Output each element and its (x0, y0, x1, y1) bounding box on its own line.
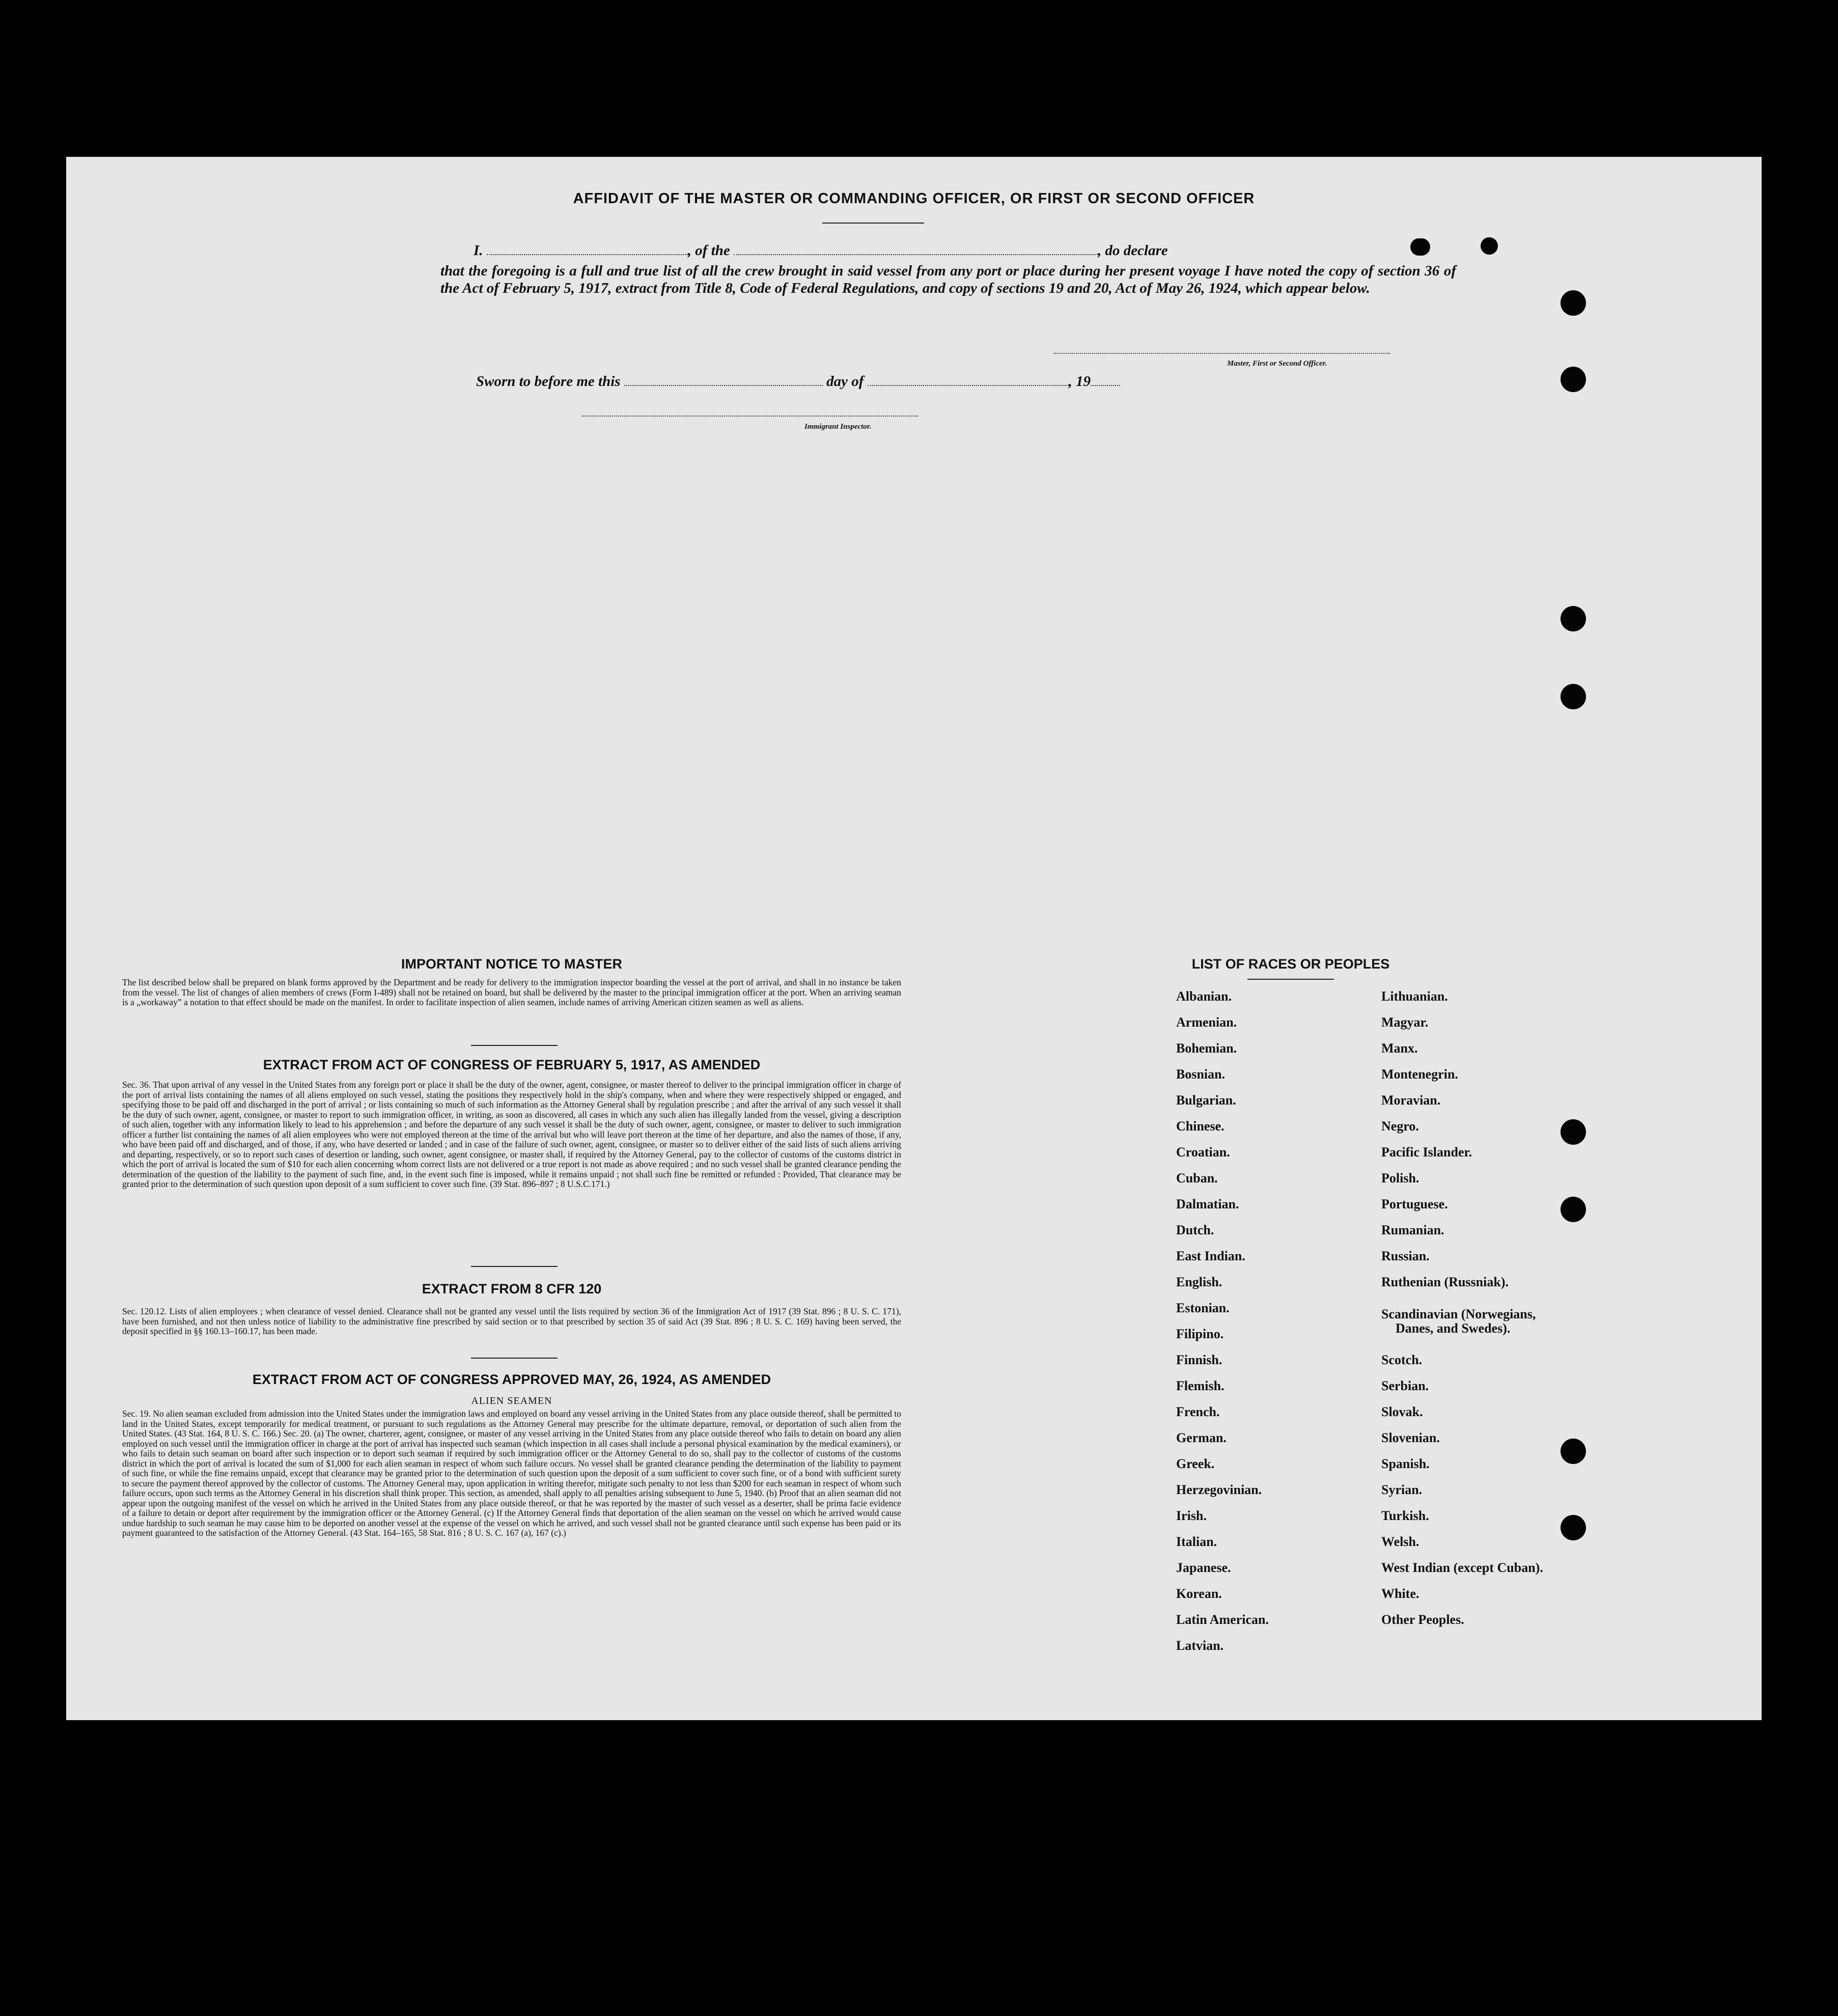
name-field[interactable] (487, 245, 688, 255)
notice-text: The list described below shall be prepared on blank forms approved by the Department and be ready for delivery to the immigration inspector boarding the vessel at the port of arrival, and shall in no instance be taken from the vessel. The list of changes of alien members of crews (Form I-489) shall not be retained on board, but shall be delivered by the master to the principal immigration officer at the port. When an arriving seaman is a „workaway” a notation to that effect should be made on the manifest. In order to facilitate inspection of alien seamen, include names of arriving American citizen seamen as well as aliens. (122, 977, 901, 1007)
punch-hole (1481, 237, 1498, 255)
race-item: Armenian. (1176, 1015, 1237, 1030)
extract-cfr-text: Sec. 120.12. Lists of alien employees ; when clearance of vessel denied. Clearance shall not be granted any vessel until the lists required by section 36 of the Immigration Act of 1917 (39 Stat. 896 ; 8 U. S. C. 171), have been furnished, and not then unless notice of liability to the administrative fine prescribed by said section or to that prescribed by section 35 of said Act (39 Stat. 896 ; 8 U. S. C. 169) having been served, the deposit specified in §§ 160.13–160.17, has been made. (122, 1306, 901, 1336)
extract-1924-text: Sec. 19. No alien seaman excluded from admission into the United States under the immigration laws and employed on board any vessel arriving in the United States from any place outside thereof, shall be permitted to land in the United States, except temporarily for medical treatment, or pursuant to such regulations as the Attorney General may prescribe for the ultimate departure, removal, or deportation of such alien from the United States. (43 Stat. 164, 8 U. S. C. 166.) Sec. 20. (a) The owner, charterer, agent, consignee, or master of any vessel arriving in the United States from any place outside thereof who fails to detain on board any alien employed on such vessel until the immigration officer in charge at the port of arrival has inspected such seaman (which inspection in all cases shall include a personal physical examination by the medical examiners), or who fails to detain such seaman on board after such inspection or to deport such seaman if required by such immigration officer or the Attorney General to do so, shall pay to the collector of customs of the customs district in which the port of arrival is located the sum of $1,000 for each alien seaman in respect of whom such failure occurs. No vessel shall be granted clearance pending the determination of the liability to payment of such fine, or while the fine remains unpaid, except that clearance may be granted prior to the determination of such question upon the deposit of a sum sufficient to cover such fine, or of a bond with sufficient surety to secure the payment thereof approved by the collector of customs. The Attorney General may, upon application in writing therefor, mitigate such penalty to not less than $200 for each seaman in respect of whom such failure occurs, upon such terms as the Attorney General in his discretion shall think proper. This section, as amended, shall apply to all penalties arising subsequent to June 5, 1940. (b) Proof that an alien seaman did not appear upon the outgoing manifest of the vessel on which he arrived in the United States from any place outside thereof, or that he was reported by the master of such vessel as a deserter, shall be prima facie evidence of a failure to detain or deport after requirement by the immigration officer or the Attorney General. (c) If the Attorney General finds that deportation of the alien seaman on the vessel on which he arrived would cause undue hardship to such seaman he may cause him to be deported on another vessel at the expense of the vessel on which he arrived, and such vessel shall not be granted clearance until such expense has been paid or its payment guaranteed to the satisfaction of the Attorney General. (43 Stat. 164–165, 58 Stat. 816 ; 8 U. S. C. 167 (a), 167 (c).) (122, 1409, 901, 1538)
race-item: Polish. (1381, 1171, 1419, 1185)
extract-cfr-title: EXTRACT FROM 8 CFR 120 (422, 1281, 602, 1296)
vessel-field[interactable] (734, 245, 1098, 255)
day-of-label: day of (826, 373, 864, 390)
sworn-month-field[interactable] (868, 376, 1069, 386)
race-item: French. (1176, 1404, 1220, 1419)
punch-hole (1561, 606, 1586, 631)
race-item: Chinese. (1176, 1119, 1224, 1134)
divider (1247, 979, 1334, 980)
form-page (66, 157, 1762, 1720)
divider (471, 1358, 558, 1359)
extract-1917-text: Sec. 36. That upon arrival of any vessel in the United States from any foreign port or place it shall be the duty of the owner, agent, consignee, or master thereof to deliver to the principal immigration officer in charge of the port of arrival lists containing the names of all aliens employed on such vessel, stating the positions they respectively hold in the ship's company, when and where they were respectively shipped or engaged, and specifying those to be paid off and discharged in the port of arrival ; or lists containing so much of such information as the Attorney General shall by regulation prescribe ; and after the arrival of any such vessel it shall be the duty of such owner, agent, consignee, or master to report to such immigration officer, in writing, as soon as discovered, all cases in which any such alien has illegally landed from the vessel, giving a description of such alien, together with any information likely to lead to his apprehension ; and before the departure of any such vessel it shall be the duty of such owner, agent, consignee, or master to deliver to such immigration officer a further list containing the names of all alien employees who were not employed thereon at the time of the arrival but who will leave port thereon at the time of her departure, and also the names of those, if any, who have been paid off and discharged, and of those, if any, who have deserted or landed ; and in case of the failure of such owner, agent, consignee, or master so to deliver either of the said lists of such aliens arriving and departing, respectively, or so to report such cases of desertion or landing, such owner, agent consignee, or master shall, if required by the Attorney General, pay to the collector of customs of the customs district in which the port of arrival is located the sum of $10 for each alien concerning whom correct lists are not delivered or a true report is not made as above required ; and no such vessel shall be granted clearance pending the determination of the question of the liability to the payment of such fine, and, in the event such fine is imposed, while it remains unpaid ; not shall such fine be remitted or refunded : Provided, That clearance may be granted prior to the determination of such question upon deposit of a sum sufficient to cover such fine. (39 Stat. 896–897 ; 8 U.S.C.171.) (122, 1080, 901, 1189)
punch-hole (1413, 238, 1430, 256)
race-item: Korean. (1176, 1586, 1222, 1601)
race-item: Ruthenian (Russniak). (1381, 1275, 1509, 1289)
affidavit-line-1 (474, 242, 1168, 259)
race-item: Welsh. (1381, 1534, 1419, 1549)
race-item: Latin American. (1176, 1612, 1269, 1627)
race-item: Russian. (1381, 1249, 1430, 1263)
punch-hole (1561, 367, 1586, 392)
sworn-day-field[interactable] (624, 376, 823, 386)
year-label: , 19 (1068, 373, 1091, 390)
notice-title: IMPORTANT NOTICE TO MASTER (401, 956, 622, 972)
punch-hole (1561, 684, 1586, 709)
race-item: Pacific Islander. (1381, 1145, 1472, 1159)
race-item: Irish. (1176, 1508, 1207, 1523)
race-item: Negro. (1381, 1119, 1419, 1134)
race-item: Bosnian. (1176, 1067, 1226, 1082)
sworn-label: Sworn to before me this (476, 373, 621, 390)
race-item: Slovak. (1381, 1404, 1423, 1419)
race-item: English. (1176, 1275, 1222, 1289)
race-item: Herzegovinian. (1176, 1482, 1262, 1497)
divider (822, 223, 924, 224)
affidavit-title: AFFIDAVIT OF THE MASTER OR COMMANDING OFFICER, OR FIRST OR SECOND OFFICER (573, 190, 1255, 207)
race-item: Latvian. (1176, 1638, 1224, 1653)
race-item: Bulgarian. (1176, 1093, 1236, 1108)
extract-1917-title: EXTRACT FROM ACT OF CONGRESS OF FEBRUARY 5, 1917, AS AMENDED (263, 1057, 761, 1072)
race-item: Spanish. (1381, 1456, 1430, 1471)
affidavit-paragraph: that the foregoing is a full and true list of all the crew brought in said vessel from any port or place during her present voyage I have noted the copy of section 36 of the Act of February 5, 1917, extract from Title 8, Code of Federal Regulations, and copy of sections 19 and 20, Act of May 26, 1924, which appear below. (440, 263, 1456, 296)
race-item: Rumanian. (1381, 1223, 1444, 1237)
punch-hole (1561, 1439, 1586, 1464)
race-item: Slovenian. (1381, 1430, 1440, 1445)
race-item: Filipino. (1176, 1327, 1224, 1341)
sworn-line (476, 373, 1120, 390)
race-item: Croatian. (1176, 1145, 1230, 1159)
punch-hole (1561, 1515, 1586, 1540)
races-title: LIST OF RACES OR PEOPLES (1191, 956, 1390, 972)
i-label: I. (474, 242, 483, 259)
extract-1924-title: EXTRACT FROM ACT OF CONGRESS APPROVED MAY, 26, 1924, AS AMENDED (252, 1372, 771, 1387)
race-item: Bohemian. (1176, 1041, 1237, 1056)
race-item: West Indian (except Cuban). (1381, 1560, 1543, 1575)
race-item: Turkish. (1381, 1508, 1429, 1523)
race-item: Syrian. (1381, 1482, 1423, 1497)
race-item: Greek. (1176, 1456, 1215, 1471)
race-item: Italian. (1176, 1534, 1217, 1549)
divider (471, 1266, 558, 1267)
race-item: Dutch. (1176, 1223, 1214, 1237)
race-item: Serbian. (1381, 1378, 1429, 1393)
punch-hole (1561, 1119, 1586, 1145)
punch-hole (1561, 1197, 1586, 1222)
race-item: Japanese. (1176, 1560, 1231, 1575)
race-item: Manx. (1381, 1041, 1418, 1056)
race-item: White. (1381, 1586, 1419, 1601)
race-item: German. (1176, 1430, 1227, 1445)
race-item: Magyar. (1381, 1015, 1429, 1030)
do-declare-label: , do declare (1098, 242, 1168, 259)
race-item: Scandinavian (Norwegians, (1381, 1307, 1536, 1321)
race-item: Danes, and Swedes). (1396, 1321, 1511, 1336)
race-item: Portuguese. (1381, 1197, 1448, 1211)
extract-1924-subtitle: ALIEN SEAMEN (471, 1395, 552, 1406)
race-item: Other Peoples. (1381, 1612, 1464, 1627)
punch-hole (1561, 290, 1586, 316)
race-item: Moravian. (1381, 1093, 1441, 1108)
master-signature-label: Master, First or Second Officer. (1227, 360, 1327, 368)
race-item: Cuban. (1176, 1171, 1218, 1185)
race-item: Dalmatian. (1176, 1197, 1239, 1211)
inspector-signature-label: Immigrant Inspector. (804, 423, 872, 431)
divider (471, 1045, 558, 1046)
race-item: East Indian. (1176, 1249, 1245, 1263)
master-signature-line[interactable] (1054, 353, 1390, 354)
race-item: Finnish. (1176, 1352, 1222, 1367)
race-item: Lithuanian. (1381, 989, 1448, 1004)
of-the-label: , of the (687, 242, 730, 259)
inspector-signature-line[interactable] (582, 416, 918, 417)
sworn-year-field[interactable] (1091, 376, 1120, 386)
race-item: Estonian. (1176, 1301, 1230, 1315)
race-item: Scotch. (1381, 1352, 1423, 1367)
race-item: Albanian. (1176, 989, 1232, 1004)
race-item: Flemish. (1176, 1378, 1224, 1393)
race-item: Montenegrin. (1381, 1067, 1458, 1082)
